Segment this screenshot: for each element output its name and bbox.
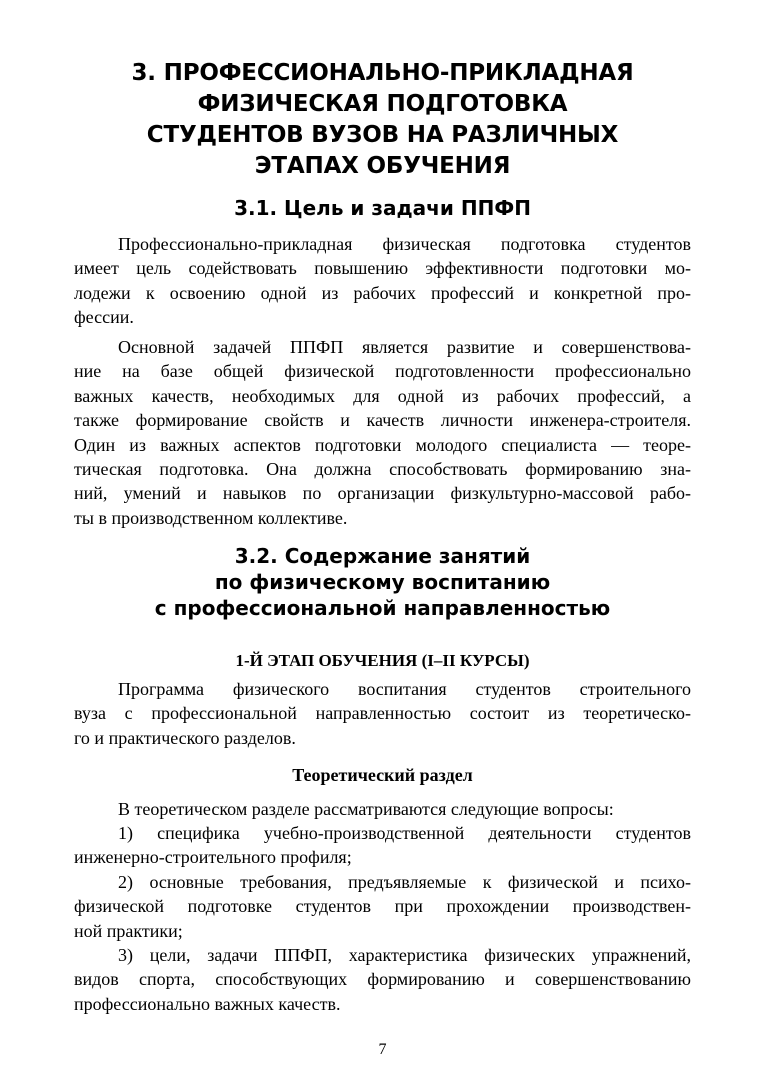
section-title-line: 3.2. Содержание занятий	[234, 544, 531, 568]
subsection-title-theory: Теоретический раздел	[292, 765, 473, 785]
document-page	[74, 0, 691, 1079]
list-item-3	[74, 943, 691, 1016]
paragraph-line: ние на базе общей физической подготовленности профессионально	[74, 361, 691, 382]
chapter-title-line: 3. ПРОФЕССИОНАЛЬНО-ПРИКЛАДНАЯ	[131, 60, 634, 86]
paragraph-line: В теоретическом разделе рассматриваются следующие вопросы:	[118, 799, 614, 819]
paragraph-line: инженерно-строительного профиля;	[74, 847, 352, 868]
section-title-line: по физическому воспитанию	[214, 570, 551, 594]
paragraph-line: также формирование свойств и качеств личности инженера-строителя.	[74, 410, 691, 431]
paragraph-line: ты в производственном коллективе.	[74, 507, 348, 528]
chapter-title	[74, 58, 691, 182]
section-number: 3.2.	[234, 544, 278, 568]
section-3-1-title: 3.1. Цель и задачи ППФП	[234, 196, 531, 220]
paragraph-program-intro	[74, 677, 691, 750]
paragraph-line: го и практического разделов.	[74, 727, 296, 748]
chapter-title-line: ЭТАПАХ ОБУЧЕНИЯ	[254, 153, 511, 179]
paragraph-main-task	[74, 335, 691, 530]
section-3-2-title	[74, 543, 691, 621]
section-title-line: с профессиональной направленностью	[154, 596, 611, 620]
paragraph-line: фессии.	[74, 307, 134, 328]
paragraph-line: 3) цели, задачи ППФП, характеристика физических упражнений,	[118, 945, 691, 965]
chapter-number: 3.	[131, 60, 156, 86]
paragraph-line: тическая подготовка. Она должна способствовать формированию зна-	[74, 458, 691, 479]
paragraph-line: лодежи к освоению одной из рабочих профессий и конкретной про-	[74, 282, 691, 303]
paragraph-line: Один из важных аспектов подготовки молодого специалиста — теоре-	[74, 434, 691, 455]
paragraph-line: ной практики;	[74, 920, 183, 941]
paragraph-line: имеет цель содействовать повышению эффективности подготовки мо-	[74, 258, 691, 279]
list-item-1	[74, 821, 691, 870]
paragraph-line: ний, умений и навыков по организации физкультурно-массовой рабо-	[74, 483, 691, 504]
paragraph-line: видов спорта, способствующих формированию и совершенствованию	[74, 969, 691, 990]
stage-title: 1-Й ЭТАП ОБУЧЕНИЯ (I–II КУРСЫ)	[235, 651, 530, 670]
paragraph-line: Программа физического воспитания студентов строительного	[118, 679, 691, 699]
paragraph-lead	[74, 797, 691, 821]
paragraph-line: Основной задачей ППФП является развитие и совершенствова-	[118, 337, 691, 357]
paragraph-line: Профессионально-прикладная физическая подготовка студентов	[118, 234, 691, 254]
chapter-title-line: ФИЗИЧЕСКАЯ ПОДГОТОВКА	[197, 91, 568, 117]
paragraph-line: физической подготовке студентов при прохождении производствен-	[74, 896, 691, 917]
paragraph-goal	[74, 232, 691, 330]
page-number: 7	[378, 1041, 387, 1058]
chapter-title-line: СТУДЕНТОВ ВУЗОВ НА РАЗЛИЧНЫХ	[146, 122, 619, 148]
paragraph-line: профессионально важных качеств.	[74, 993, 341, 1014]
paragraph-line: 2) основные требования, предъявляемые к физической и психо-	[118, 872, 691, 892]
paragraph-line: 1) специфика учебно-производственной деятельности студентов	[118, 823, 691, 843]
paragraph-line: вуза с профессиональной направленностью состоит из теоретическо-	[74, 703, 691, 724]
paragraph-line: важных качеств, необходимых для одной из рабочих профессий, а	[74, 385, 691, 406]
list-item-2	[74, 870, 691, 943]
